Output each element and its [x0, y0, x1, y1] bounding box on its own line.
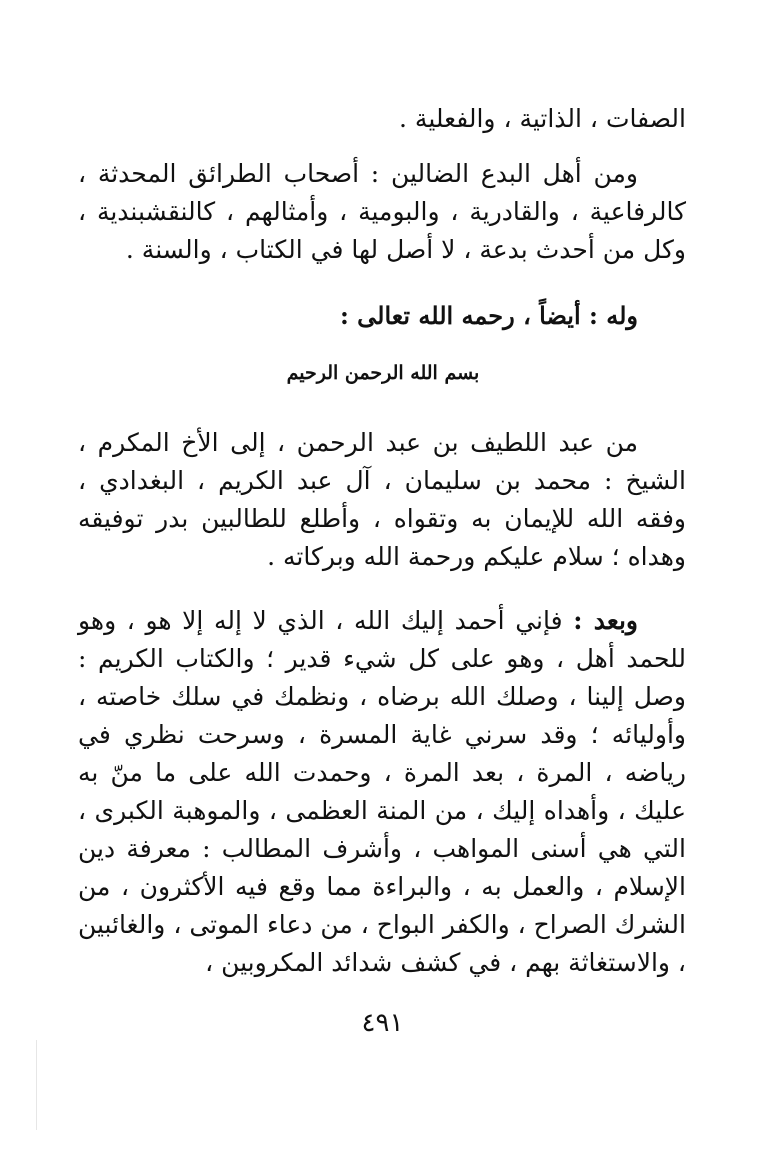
intro-text: الصفات ، الذاتية ، والفعلية . [399, 104, 686, 133]
letter-body-lead: وبعد : [573, 606, 638, 635]
letter-body-text [78, 602, 686, 982]
page-number: ٤٩١ [361, 1008, 404, 1038]
letter-opening-text: من عبد اللطيف بن عبد الرحمن ، إلى الأخ المكرم ، الشيخ : محمد بن سليمان ، آل عبد الكريم ، البغدادي ، وفقه الله للإيمان به وتقواه ، وأطلع للطالبين بدر توفيقه وهداه ؛ سلام عليكم ورحمة الله وبركاته . [78, 428, 686, 571]
ahl-bida-paragraph [78, 155, 686, 269]
section-heading [78, 297, 686, 335]
scan-edge-line [36, 1040, 37, 1130]
letter-body-content: فإني أحمد إليك الله ، الذي لا إله إلا هو ، وهو للحمد أهل ، وهو على كل شيء قدير ؛ والكتاب الكريم : وصل إلينا ، وصلك الله برضاه ، ونظمك في سلك خاصته ، وأوليائه ؛ وقد سرني غاية المسرة ، وسرحت نظري في رياضه ، المرة ، بعد المرة ، وحمدت الله على ما منّ به عليك ، وأهداه إليك ، من المنة العظمى ، والموهبة الكبرى ، التي هي أسنى المواهب ، وأشرف المطالب : معرفة دين الإسلام ، والعمل به ، والبراءة مما وقع فيه الأكثرون ، من الشرك الصراح ، والكفر البواح ، من دعاء الموتى ، والغائبين ، والاستغاثة بهم ، في كشف شدائد المكروبين ، [77, 606, 686, 977]
intro-line [78, 100, 686, 138]
letter-body-paragraph [78, 602, 686, 982]
letter-opening-paragraph [78, 424, 686, 576]
basmala-calligraphy: بسم الله الرحمن الرحيم [286, 362, 480, 384]
ahl-bida-text: ومن أهل البدع الضالين : أصحاب الطرائق المحدثة ، كالرفاعية ، والقادرية ، والبومية ، وأمثالهم ، كالنقشبندية ، وكل من أحدث بدعة ، لا أصل لها في الكتاب ، والسنة . [78, 159, 686, 264]
section-heading-text: وله : أيضاً ، رحمه الله تعالى : [339, 301, 638, 330]
